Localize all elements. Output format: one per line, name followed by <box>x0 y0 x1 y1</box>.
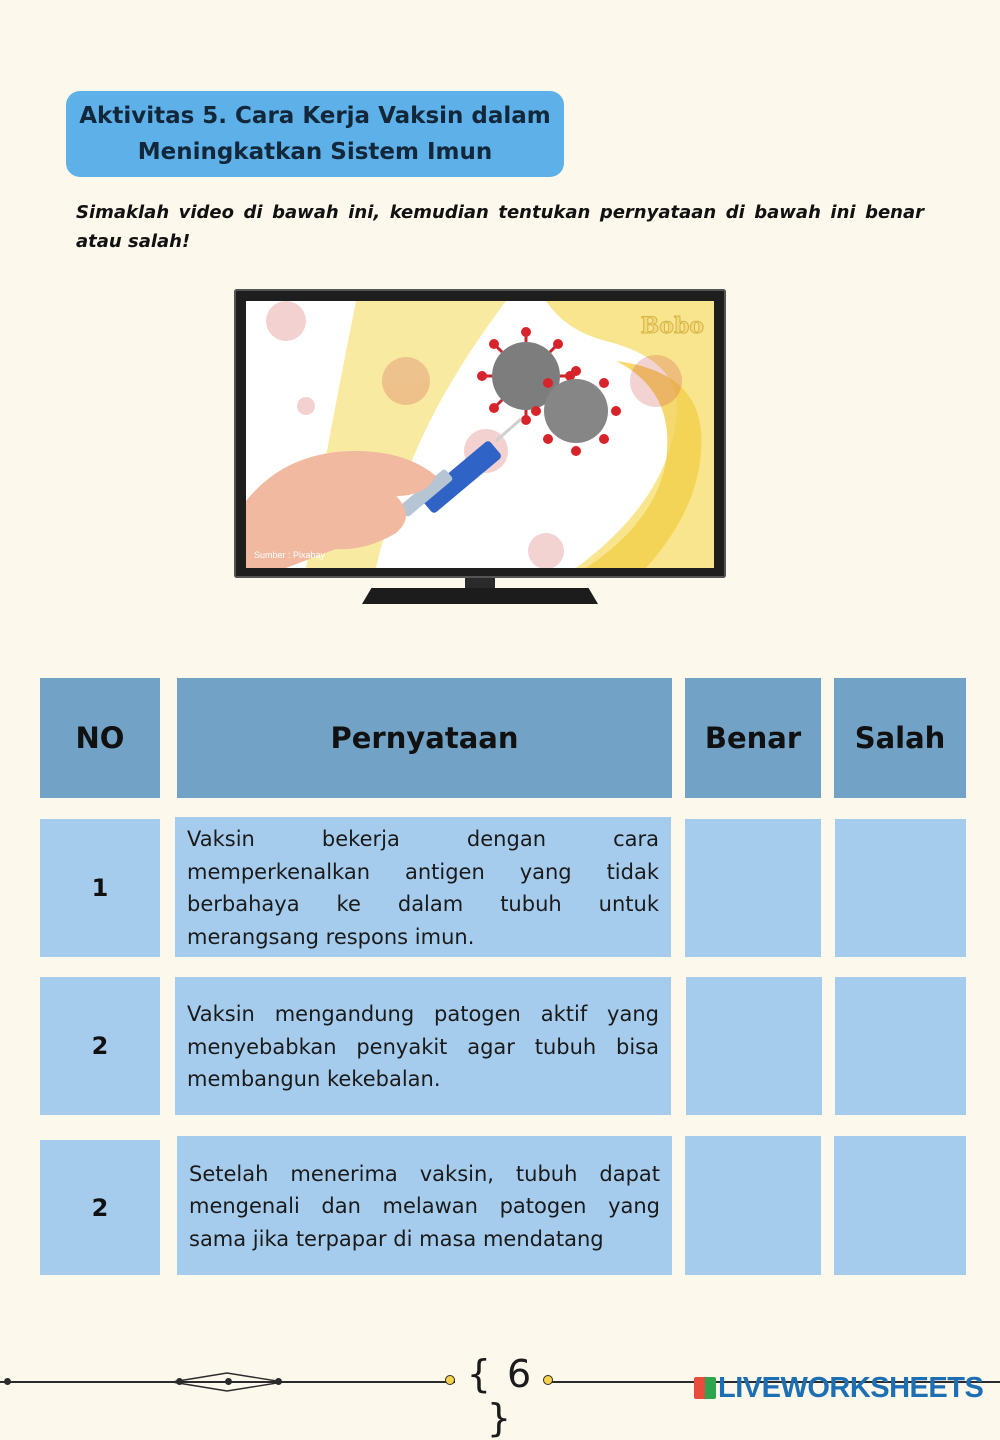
ornament-dot-icon <box>443 1373 457 1387</box>
video-player[interactable] <box>234 289 726 578</box>
activity-title <box>66 91 564 177</box>
answer-false-box[interactable] <box>835 819 966 957</box>
liveworksheets-text: LIVEWORKSHEETS <box>718 1372 984 1404</box>
row-number: 2 <box>40 1140 160 1275</box>
video-thumbnail[interactable] <box>246 301 714 568</box>
liveworksheets-logo[interactable] <box>694 1372 983 1405</box>
tv-stand-base <box>362 588 598 604</box>
answer-false-box[interactable] <box>835 977 966 1115</box>
activity-title-line2: Meningkatkan Sistem Imun <box>137 139 493 165</box>
ornament-dot <box>4 1378 11 1385</box>
header-no: NO <box>40 678 160 798</box>
liveworksheets-mark-icon <box>694 1377 716 1399</box>
virus-icon <box>531 366 621 456</box>
video-source-caption: Sumber : Pixabay <box>254 550 326 560</box>
statement-cell <box>177 1136 672 1275</box>
answer-false-box[interactable] <box>834 1136 966 1275</box>
header-true: Benar <box>685 678 821 798</box>
statement-cell <box>175 977 671 1115</box>
ornament-dot-icon <box>541 1373 555 1387</box>
header-false: Salah <box>834 678 966 798</box>
answer-true-box[interactable] <box>685 819 821 957</box>
page-number: { 6 } <box>466 1352 534 1440</box>
row-number: 2 <box>40 977 160 1115</box>
ornament-diamond-icon <box>170 1370 285 1394</box>
statement-text: Vaksin bekerja dengan cara memperkenalkan antigen yang tidak berbahaya ke dalam tubuh untuk merangsang respons imun. <box>187 827 659 949</box>
answer-true-box[interactable] <box>685 1136 821 1275</box>
vaccine-illustration <box>246 301 714 568</box>
activity-title-line1: Aktivitas 5. Cara Kerja Vaksin dalam <box>79 103 551 129</box>
statement-text: Setelah menerima vaksin, tubuh dapat mengenali dan melawan patogen yang sama jika terpapar di masa mendatang <box>189 1161 660 1251</box>
header-statement: Pernyataan <box>177 678 672 798</box>
statement-text: Vaksin mengandung patogen aktif yang menyebabkan penyakit agar tubuh bisa membangun kekebalan. <box>187 1002 659 1092</box>
instruction-text: Simaklah video di bawah ini, kemudian tentukan pernyataan di bawah ini benar atau salah! <box>76 202 924 252</box>
row-number: 1 <box>40 819 160 957</box>
statement-cell <box>175 817 671 957</box>
answer-true-box[interactable] <box>686 977 822 1115</box>
brand-logo: Bobo <box>640 313 704 339</box>
